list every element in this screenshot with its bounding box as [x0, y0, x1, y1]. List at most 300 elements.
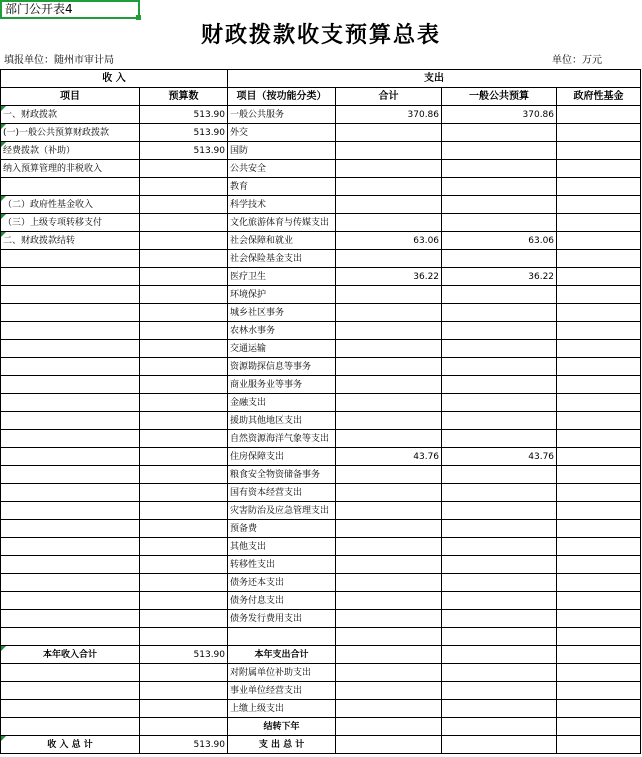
expense-total-cell[interactable]	[336, 178, 442, 196]
table-row	[1, 538, 641, 556]
expense-total-cell[interactable]	[336, 502, 442, 520]
income-item-cell[interactable]	[1, 196, 140, 214]
income-item-cell[interactable]	[1, 106, 140, 124]
expense-total-cell[interactable]	[336, 376, 442, 394]
table-row	[1, 376, 641, 394]
cell-marker-icon	[1, 106, 6, 111]
expense-general-cell[interactable]	[442, 430, 557, 448]
income-budget-cell[interactable]	[140, 376, 228, 394]
income-item-cell[interactable]	[1, 142, 140, 160]
cell-marker-icon	[1, 124, 6, 129]
expense-item-cell[interactable]	[228, 430, 336, 448]
income-budget-cell-text: 513.90	[193, 127, 226, 138]
expense-total-cell[interactable]	[336, 304, 442, 322]
expense-item-cell[interactable]	[228, 610, 336, 628]
expense-general-cell[interactable]	[442, 718, 557, 736]
expense-item-cell-text: 住房保障支出	[230, 451, 285, 462]
income-budget-cell-text: 513.90	[193, 649, 226, 660]
reporting-unit: 填报单位：随州市审计局	[4, 55, 114, 66]
cell-marker-icon	[1, 646, 6, 651]
table-row	[1, 322, 641, 340]
expense-item-cell-text: 教育	[230, 181, 249, 192]
expense-general-cell[interactable]	[442, 340, 557, 358]
income-budget-cell[interactable]	[140, 160, 228, 178]
income-item-cell[interactable]	[1, 286, 140, 304]
expense-item-cell-text: 社会保险基金支出	[230, 253, 303, 264]
expense-fund-cell[interactable]	[557, 520, 641, 538]
income-budget-cell[interactable]	[140, 448, 228, 466]
expense-total-cell[interactable]	[336, 574, 442, 592]
income-item-cell[interactable]	[1, 610, 140, 628]
expense-item-cell[interactable]	[228, 682, 336, 700]
income-budget-cell[interactable]	[140, 520, 228, 538]
income-item-cell-text: （二）政府性基金收入	[3, 199, 94, 210]
table-row	[1, 610, 641, 628]
expense-fund-cell[interactable]	[557, 700, 641, 718]
expense-general-cell[interactable]	[442, 592, 557, 610]
expense-fund-cell[interactable]	[557, 394, 641, 412]
income-budget-cell[interactable]	[140, 718, 228, 736]
expense-total-cell[interactable]	[336, 556, 442, 574]
table-row	[1, 124, 641, 142]
expense-fund-cell[interactable]	[557, 592, 641, 610]
expense-general-cell[interactable]	[442, 304, 557, 322]
expense-general-cell[interactable]	[442, 232, 557, 250]
expense-general-cell[interactable]	[442, 178, 557, 196]
expense-total-cell[interactable]	[336, 484, 442, 502]
income-item-cell[interactable]	[1, 448, 140, 466]
expense-item-cell[interactable]	[228, 484, 336, 502]
expense-fund-cell[interactable]	[557, 160, 641, 178]
expense-total-cell[interactable]	[336, 196, 442, 214]
income-budget-cell[interactable]	[140, 232, 228, 250]
expense-general-cell[interactable]	[442, 556, 557, 574]
income-budget-cell[interactable]	[140, 304, 228, 322]
income-budget-cell[interactable]	[140, 286, 228, 304]
expense-general-cell[interactable]	[442, 736, 557, 754]
expense-general-cell[interactable]	[442, 394, 557, 412]
income-item-cell[interactable]	[1, 322, 140, 340]
expense-fund-cell[interactable]	[557, 286, 641, 304]
expense-fund-cell[interactable]	[557, 322, 641, 340]
expense-item-cell-text: 外交	[230, 127, 249, 138]
expense-total-cell[interactable]	[336, 340, 442, 358]
expense-item-cell[interactable]	[228, 592, 336, 610]
income-item-cell[interactable]	[1, 214, 140, 232]
expense-total-cell[interactable]	[336, 628, 442, 646]
expense-total-cell[interactable]	[336, 610, 442, 628]
income-budget-cell[interactable]	[140, 574, 228, 592]
expense-fund-cell[interactable]	[557, 412, 641, 430]
expense-item-cell-text: 预备费	[230, 523, 258, 534]
expense-total-cell[interactable]	[336, 646, 442, 664]
income-item-cell-text: 二、财政拨款结转	[3, 235, 76, 246]
expense-general-cell[interactable]	[442, 610, 557, 628]
income-item-cell[interactable]	[1, 466, 140, 484]
expense-total-cell[interactable]	[336, 520, 442, 538]
income-item-cell-text: 经费拨款（补助）	[3, 145, 76, 156]
cell-marker-icon	[1, 142, 6, 147]
expense-item-cell-text: 灾害防治及应急管理支出	[230, 505, 330, 516]
expense-item-cell-text: 支 出 总 计	[258, 739, 305, 750]
expense-general-cell[interactable]	[442, 520, 557, 538]
cell-marker-icon	[1, 736, 6, 741]
expense-general-cell[interactable]	[442, 484, 557, 502]
expense-item-cell-text: 社会保障和就业	[230, 235, 294, 246]
expense-item-cell[interactable]	[228, 322, 336, 340]
col-budget-header[interactable]: 预算数	[140, 88, 228, 106]
expense-general-cell[interactable]	[442, 214, 557, 232]
expense-general-cell[interactable]	[442, 160, 557, 178]
expense-fund-cell[interactable]	[557, 448, 641, 466]
col-fund-header[interactable]: 政府性基金	[557, 88, 641, 106]
income-budget-cell[interactable]	[140, 466, 228, 484]
income-item-cell[interactable]	[1, 736, 140, 754]
expense-item-cell[interactable]	[228, 502, 336, 520]
expense-total-cell[interactable]	[336, 214, 442, 232]
expense-fund-cell[interactable]	[557, 340, 641, 358]
income-item-cell-text: 纳入预算管理的非税收入	[3, 163, 103, 174]
expense-total-cell[interactable]	[336, 268, 442, 286]
income-budget-cell[interactable]	[140, 340, 228, 358]
expense-item-cell-text: 自然资源海洋气象等支出	[230, 433, 330, 444]
expense-fund-cell[interactable]	[557, 268, 641, 286]
expense-fund-cell[interactable]	[557, 556, 641, 574]
expense-general-cell[interactable]	[442, 358, 557, 376]
table-row	[1, 484, 641, 502]
income-item-cell[interactable]	[1, 394, 140, 412]
income-item-cell[interactable]	[1, 124, 140, 142]
expense-header[interactable]: 支出	[228, 70, 641, 88]
col-total-header[interactable]: 合计	[336, 88, 442, 106]
income-budget-cell[interactable]	[140, 664, 228, 682]
expense-item-cell-text: 援助其他地区支出	[230, 415, 303, 426]
income-budget-cell[interactable]	[140, 196, 228, 214]
expense-item-cell-text: 交通运输	[230, 343, 267, 354]
expense-total-cell[interactable]	[336, 142, 442, 160]
expense-total-cell[interactable]	[336, 394, 442, 412]
expense-fund-cell[interactable]	[557, 736, 641, 754]
expense-item-cell[interactable]	[228, 268, 336, 286]
income-budget-cell[interactable]	[140, 430, 228, 448]
table-row	[1, 340, 641, 358]
expense-item-cell-text: 金融支出	[230, 397, 267, 408]
expense-total-cell[interactable]	[336, 250, 442, 268]
table-row	[1, 700, 641, 718]
table-row	[1, 232, 641, 250]
expense-fund-cell[interactable]	[557, 682, 641, 700]
expense-item-cell[interactable]	[228, 142, 336, 160]
income-item-cell[interactable]	[1, 250, 140, 268]
income-budget-cell-text: 513.90	[193, 739, 226, 750]
expense-general-cell[interactable]	[442, 646, 557, 664]
expense-total-cell-text: 36.22	[413, 271, 440, 282]
expense-general-cell[interactable]	[442, 250, 557, 268]
expense-fund-cell[interactable]	[557, 124, 641, 142]
expense-fund-cell[interactable]	[557, 610, 641, 628]
table-row	[1, 502, 641, 520]
expense-item-cell-text: 转移性支出	[230, 559, 276, 570]
income-budget-cell[interactable]	[140, 106, 228, 124]
income-budget-cell[interactable]	[140, 628, 228, 646]
income-item-cell[interactable]	[1, 412, 140, 430]
expense-fund-cell[interactable]	[557, 538, 641, 556]
cell-marker-icon	[1, 214, 6, 219]
income-item-cell[interactable]	[1, 268, 140, 286]
expense-total-cell[interactable]	[336, 430, 442, 448]
income-budget-cell[interactable]	[140, 412, 228, 430]
expense-fund-cell[interactable]	[557, 232, 641, 250]
expense-fund-cell[interactable]	[557, 628, 641, 646]
expense-item-cell-text: 环境保护	[230, 289, 267, 300]
col-item-header[interactable]: 项目	[1, 88, 140, 106]
expense-item-cell[interactable]	[228, 736, 336, 754]
income-budget-cell[interactable]	[140, 736, 228, 754]
expense-total-cell[interactable]	[336, 466, 442, 484]
expense-general-cell-text: 63.06	[528, 235, 555, 246]
income-budget-cell[interactable]	[140, 268, 228, 286]
income-budget-cell[interactable]	[140, 250, 228, 268]
expense-item-cell-text: 公共安全	[230, 163, 267, 174]
active-cell-sheet-tag[interactable]	[0, 0, 140, 19]
expense-total-cell[interactable]	[336, 448, 442, 466]
table-row	[1, 142, 641, 160]
expense-item-cell[interactable]	[228, 106, 336, 124]
expense-item-cell[interactable]	[228, 124, 336, 142]
income-item-cell[interactable]	[1, 700, 140, 718]
expense-fund-cell[interactable]	[557, 358, 641, 376]
income-budget-cell[interactable]	[140, 322, 228, 340]
expense-item-cell-text: 农林水事务	[230, 325, 276, 336]
income-item-cell[interactable]	[1, 664, 140, 682]
expense-item-cell[interactable]	[228, 628, 336, 646]
table-row	[1, 286, 641, 304]
income-budget-cell[interactable]	[140, 358, 228, 376]
expense-fund-cell[interactable]	[557, 106, 641, 124]
table-row	[1, 106, 641, 124]
expense-general-cell[interactable]	[442, 682, 557, 700]
expense-general-cell[interactable]	[442, 322, 557, 340]
col-general-header[interactable]: 一般公共预算	[442, 88, 557, 106]
expense-item-cell[interactable]	[228, 556, 336, 574]
expense-fund-cell[interactable]	[557, 376, 641, 394]
income-item-cell[interactable]	[1, 718, 140, 736]
expense-total-cell[interactable]	[336, 160, 442, 178]
income-budget-cell[interactable]	[140, 178, 228, 196]
expense-item-cell[interactable]	[228, 250, 336, 268]
income-item-cell[interactable]	[1, 592, 140, 610]
expense-item-cell[interactable]	[228, 178, 336, 196]
expense-total-cell[interactable]	[336, 286, 442, 304]
expense-item-cell-text: 国有资本经营支出	[230, 487, 303, 498]
expense-general-cell[interactable]	[442, 448, 557, 466]
income-budget-cell[interactable]	[140, 682, 228, 700]
income-item-cell[interactable]	[1, 574, 140, 592]
expense-general-cell[interactable]	[442, 376, 557, 394]
expense-total-cell[interactable]	[336, 682, 442, 700]
expense-item-cell[interactable]	[228, 160, 336, 178]
expense-total-cell[interactable]	[336, 664, 442, 682]
income-budget-cell-text: 513.90	[193, 145, 226, 156]
income-item-cell-text: （三）上级专项转移支付	[3, 217, 103, 228]
income-budget-cell[interactable]	[140, 124, 228, 142]
income-budget-cell[interactable]	[140, 502, 228, 520]
table-row	[1, 214, 641, 232]
income-budget-cell[interactable]	[140, 646, 228, 664]
expense-general-cell[interactable]	[442, 286, 557, 304]
income-item-cell[interactable]	[1, 430, 140, 448]
expense-item-cell-text: 对附属单位补助支出	[230, 667, 312, 678]
expense-item-cell[interactable]	[228, 664, 336, 682]
expense-total-cell[interactable]	[336, 322, 442, 340]
expense-general-cell[interactable]	[442, 268, 557, 286]
expense-item-cell[interactable]	[228, 646, 336, 664]
expense-item-cell[interactable]	[228, 394, 336, 412]
expense-general-cell[interactable]	[442, 574, 557, 592]
expense-fund-cell[interactable]	[557, 214, 641, 232]
income-item-cell[interactable]	[1, 340, 140, 358]
table-row	[1, 736, 641, 754]
expense-fund-cell[interactable]	[557, 646, 641, 664]
income-item-cell[interactable]	[1, 502, 140, 520]
header-row-columns	[1, 88, 641, 106]
expense-item-cell[interactable]	[228, 412, 336, 430]
expense-total-cell[interactable]	[336, 412, 442, 430]
income-item-cell[interactable]	[1, 178, 140, 196]
expense-fund-cell[interactable]	[557, 430, 641, 448]
income-budget-cell[interactable]	[140, 700, 228, 718]
col-func-item-header[interactable]: 项目（按功能分类）	[228, 88, 336, 106]
expense-total-cell[interactable]	[336, 106, 442, 124]
expense-fund-cell[interactable]	[557, 484, 641, 502]
income-item-cell[interactable]	[1, 556, 140, 574]
expense-item-cell[interactable]	[228, 286, 336, 304]
table-row	[1, 520, 641, 538]
income-budget-cell[interactable]	[140, 538, 228, 556]
income-budget-cell[interactable]	[140, 214, 228, 232]
expense-general-cell[interactable]	[442, 502, 557, 520]
table-row	[1, 682, 641, 700]
expense-general-cell[interactable]	[442, 412, 557, 430]
income-item-cell[interactable]	[1, 304, 140, 322]
expense-total-cell[interactable]	[336, 592, 442, 610]
expense-item-cell-text: 城乡社区事务	[230, 307, 285, 318]
expense-item-cell-text: 一般公共服务	[230, 109, 285, 120]
table-row	[1, 394, 641, 412]
expense-item-cell-text: 上缴上级支出	[230, 703, 285, 714]
expense-item-cell-text: 其他支出	[230, 541, 267, 552]
expense-general-cell[interactable]	[442, 142, 557, 160]
table-row	[1, 196, 641, 214]
expense-item-cell[interactable]	[228, 448, 336, 466]
expense-general-cell[interactable]	[442, 628, 557, 646]
expense-general-cell[interactable]	[442, 538, 557, 556]
income-budget-cell[interactable]	[140, 592, 228, 610]
income-budget-cell[interactable]	[140, 484, 228, 502]
expense-total-cell-text: 63.06	[413, 235, 440, 246]
income-item-cell[interactable]	[1, 376, 140, 394]
expense-general-cell-text: 43.76	[528, 451, 555, 462]
expense-fund-cell[interactable]	[557, 718, 641, 736]
income-budget-cell[interactable]	[140, 610, 228, 628]
expense-item-cell[interactable]	[228, 520, 336, 538]
expense-item-cell[interactable]	[228, 214, 336, 232]
income-item-cell[interactable]	[1, 232, 140, 250]
income-item-cell[interactable]	[1, 358, 140, 376]
expense-item-cell[interactable]	[228, 466, 336, 484]
expense-item-cell[interactable]	[228, 718, 336, 736]
expense-total-cell[interactable]	[336, 232, 442, 250]
expense-fund-cell[interactable]	[557, 142, 641, 160]
expense-general-cell[interactable]	[442, 466, 557, 484]
table-row	[1, 448, 641, 466]
expense-total-cell[interactable]	[336, 358, 442, 376]
expense-total-cell[interactable]	[336, 718, 442, 736]
expense-general-cell-text: 36.22	[528, 271, 555, 282]
income-item-cell[interactable]	[1, 646, 140, 664]
income-header[interactable]: 收 入	[1, 70, 228, 88]
income-budget-cell[interactable]	[140, 556, 228, 574]
expense-item-cell[interactable]	[228, 304, 336, 322]
income-budget-cell[interactable]	[140, 394, 228, 412]
expense-total-cell[interactable]	[336, 700, 442, 718]
expense-item-cell-text: 债务付息支出	[230, 595, 285, 606]
expense-fund-cell[interactable]	[557, 178, 641, 196]
table-row	[1, 268, 641, 286]
expense-item-cell[interactable]	[228, 196, 336, 214]
income-item-cell[interactable]	[1, 520, 140, 538]
expense-general-cell[interactable]	[442, 664, 557, 682]
expense-item-cell-text: 结转下年	[263, 721, 300, 732]
income-item-cell[interactable]	[1, 628, 140, 646]
income-budget-cell[interactable]	[140, 142, 228, 160]
expense-total-cell[interactable]	[336, 124, 442, 142]
expense-item-cell[interactable]	[228, 376, 336, 394]
expense-general-cell[interactable]	[442, 196, 557, 214]
expense-general-cell[interactable]	[442, 700, 557, 718]
expense-item-cell[interactable]	[228, 574, 336, 592]
expense-general-cell[interactable]	[442, 124, 557, 142]
expense-fund-cell[interactable]	[557, 466, 641, 484]
expense-item-cell[interactable]	[228, 232, 336, 250]
expense-item-cell[interactable]	[228, 538, 336, 556]
income-item-cell[interactable]	[1, 160, 140, 178]
expense-fund-cell[interactable]	[557, 196, 641, 214]
expense-fund-cell[interactable]	[557, 502, 641, 520]
budget-table	[0, 69, 641, 754]
income-item-cell[interactable]	[1, 484, 140, 502]
expense-item-cell-text: 事业单位经营支出	[230, 685, 303, 696]
expense-item-cell[interactable]	[228, 700, 336, 718]
expense-item-cell[interactable]	[228, 358, 336, 376]
expense-fund-cell[interactable]	[557, 250, 641, 268]
expense-item-cell-text: 文化旅游体育与传媒支出	[230, 217, 330, 228]
table-row	[1, 556, 641, 574]
expense-fund-cell[interactable]	[557, 304, 641, 322]
table-row	[1, 664, 641, 682]
expense-item-cell-text: 粮食安全物资储备事务	[230, 469, 321, 480]
expense-item-cell[interactable]	[228, 340, 336, 358]
expense-fund-cell[interactable]	[557, 574, 641, 592]
table-row	[1, 466, 641, 484]
expense-total-cell[interactable]	[336, 538, 442, 556]
income-item-cell[interactable]	[1, 682, 140, 700]
income-item-cell[interactable]	[1, 538, 140, 556]
expense-fund-cell[interactable]	[557, 664, 641, 682]
expense-general-cell[interactable]	[442, 106, 557, 124]
table-row	[1, 358, 641, 376]
expense-total-cell[interactable]	[336, 736, 442, 754]
